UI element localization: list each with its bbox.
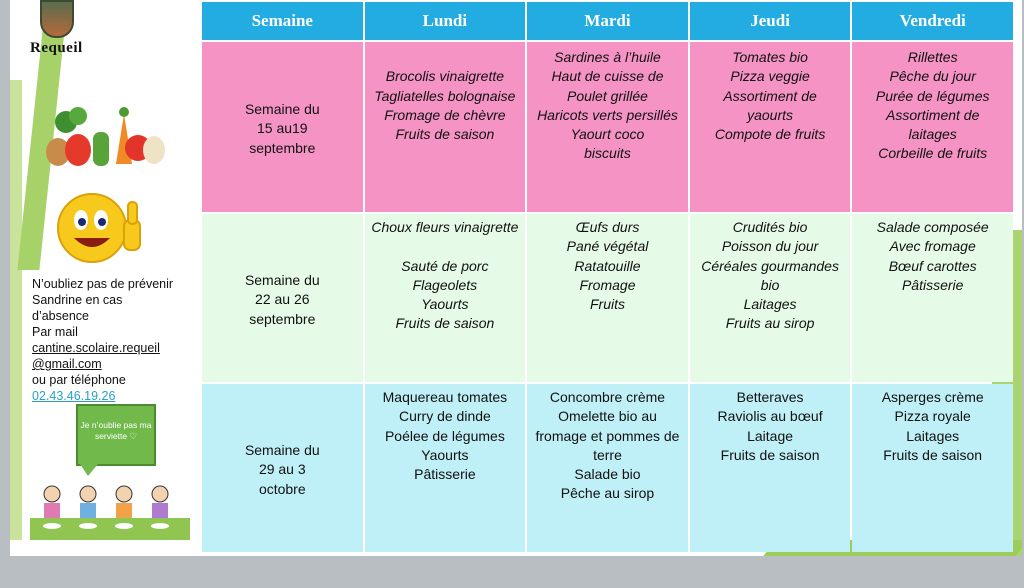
week-3-mardi: Concombre crème Omelette bio au fromage et pommes de terre Salade bio Pêche au sirop bbox=[527, 384, 688, 552]
header-mardi: Mardi bbox=[527, 2, 688, 40]
requeil-logo bbox=[22, 0, 94, 58]
bubble-tail bbox=[80, 464, 98, 476]
week-row-3 bbox=[202, 384, 1013, 552]
week-2-mardi: Œufs durs Pané végétal Ratatouille Fromage Fruits bbox=[527, 214, 688, 382]
week-1-vendredi: Rillettes Pêche du jour Purée de légumes Assortiment de laitages Corbeille de fruits bbox=[852, 42, 1013, 212]
week-2-label: Semaine du 22 au 26 septembre bbox=[202, 214, 363, 382]
email-link-part1[interactable]: cantine.scolaire.requeil bbox=[32, 341, 160, 355]
note-by-phone: ou par téléphone bbox=[32, 373, 126, 387]
week-1-label: Semaine du 15 au19 septembre bbox=[202, 42, 363, 212]
week-row-2 bbox=[202, 214, 1013, 382]
week-1-lundi: Brocolis vinaigrette Tagliatelles bolognaise Fromage de chèvre Fruits de saison bbox=[365, 42, 526, 212]
week-3-vendredi: Asperges crème Pizza royale Laitages Fruits de saison bbox=[852, 384, 1013, 552]
week-row-1 bbox=[202, 42, 1013, 212]
week-3-lundi: Maquereau tomates Curry de dinde Poélee de légumes Yaourts Pâtisserie bbox=[365, 384, 526, 552]
week-3-jeudi: Betteraves Raviolis au bœuf Laitage Fruits de saison bbox=[690, 384, 851, 552]
menu-header-row bbox=[202, 2, 1013, 40]
absence-note bbox=[32, 276, 182, 404]
decorative-green-band bbox=[10, 80, 22, 540]
napkin-reminder-bubble: Je n’oublie pas ma serviette ♡ bbox=[76, 404, 156, 466]
menu-sheet bbox=[10, 0, 1022, 556]
week-1-jeudi: Tomates bio Pizza veggie Assortiment de yaourts Compote de fruits bbox=[690, 42, 851, 212]
week-2-vendredi: Salade composée Avec fromage Bœuf carottes Pâtisserie bbox=[852, 214, 1013, 382]
logo-text: Requeil bbox=[30, 40, 83, 56]
note-text: N’oubliez pas de prévenir Sandrine en cas d’absence bbox=[32, 277, 174, 323]
email-link-part2[interactable]: @gmail.com bbox=[32, 357, 102, 371]
week-3-label: Semaine du 29 au 3 octobre bbox=[202, 384, 363, 552]
header-lundi: Lundi bbox=[365, 2, 526, 40]
children-at-table-illustration-icon bbox=[30, 478, 190, 540]
week-1-mardi: Sardines à l’huile Haut de cuisse de Poulet grillée Haricots verts persillés Yaourt coco biscuits bbox=[527, 42, 688, 212]
thumbs-up-smiley-icon bbox=[54, 190, 154, 268]
header-semaine: Semaine bbox=[202, 2, 363, 40]
week-2-jeudi: Crudités bio Poisson du jour Céréales gourmandes bio Laitages Fruits au sirop bbox=[690, 214, 851, 382]
menu-table bbox=[200, 0, 1015, 554]
vegetables-illustration-icon bbox=[38, 104, 168, 172]
header-vendredi: Vendredi bbox=[852, 2, 1013, 40]
week-2-lundi: Choux fleurs vinaigrette Sauté de porc Flageolets Yaourts Fruits de saison bbox=[365, 214, 526, 382]
header-jeudi: Jeudi bbox=[690, 2, 851, 40]
coat-of-arms-icon bbox=[40, 0, 74, 38]
phone-link[interactable]: 02.43.46.19.26 bbox=[32, 389, 116, 403]
note-by-mail: Par mail bbox=[32, 325, 78, 339]
